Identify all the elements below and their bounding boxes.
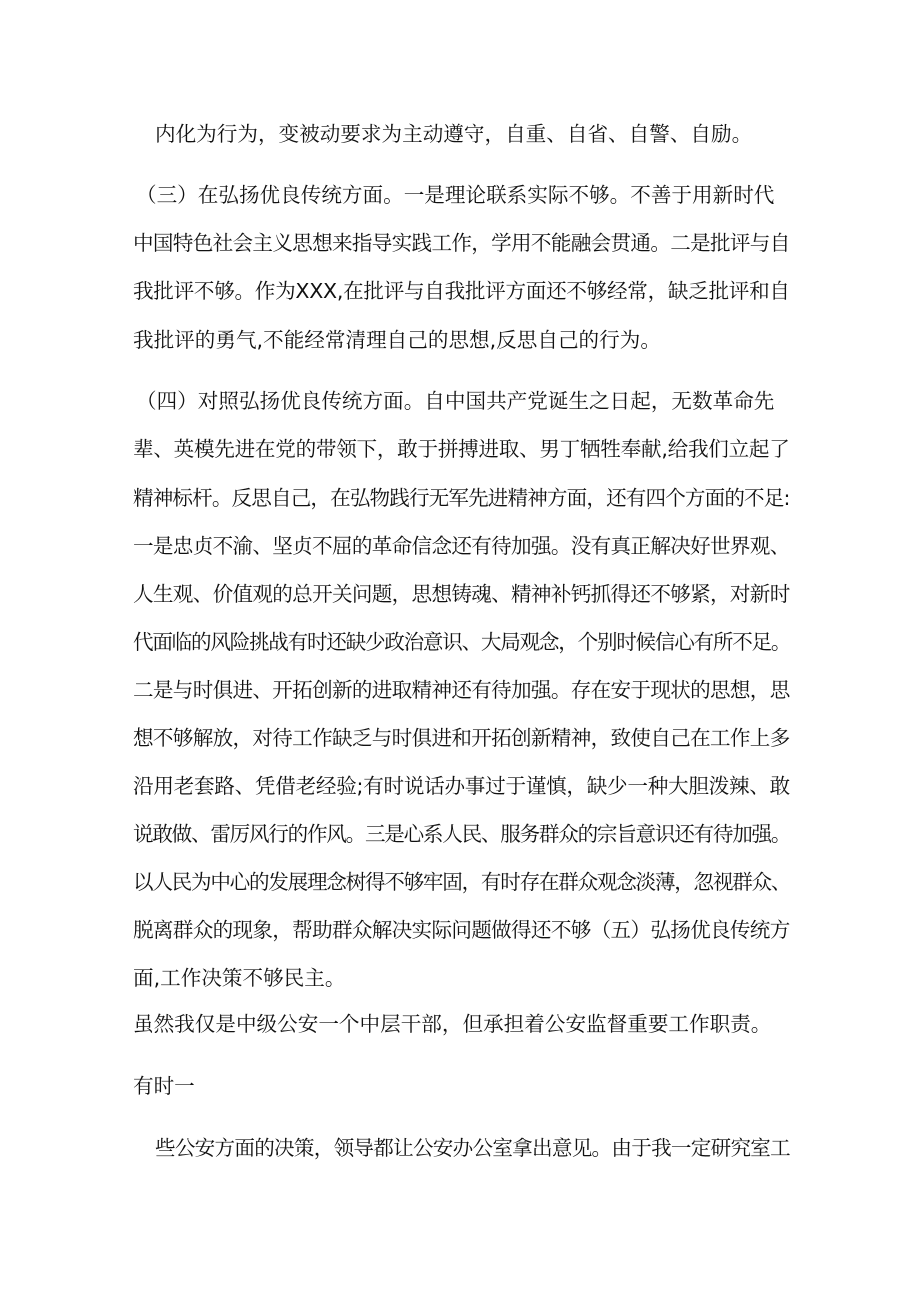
text-line: （三）在弘扬优良传统方面。一是理论联系实际不够。不善于用新时代: [136, 183, 775, 207]
text-line: 中国特色社会主义思想来指导实践工作，学用不能融会贯通。二是批评与自: [133, 231, 790, 255]
text-line: 有时一: [133, 1074, 195, 1098]
text-line: 虽然我仅是中级公安一个中层干部，但承担着公安监督重要工作职责。: [133, 1012, 772, 1036]
text-line: 些公安方面的决策，领导都让公安办公室拿出意见。由于我一定研究室工: [155, 1136, 790, 1160]
text-line: 想不够解放，对待工作缺乏与时俱进和开拓创新精神，致使自己在工作上多: [133, 726, 790, 750]
text-line: 面,工作决策不够民主。: [133, 966, 346, 990]
text-line: 内化为行为，变被动要求为主动遵守，自重、自省、自警、自励。: [155, 122, 753, 146]
text-line: 辈、英模先进在党的带领下，敢于拼搏进取、男丁牺牲奉献,给我们立起了: [133, 437, 790, 461]
text-line: 一是忠贞不渝、坚贞不屈的革命信念还有待加强。没有真正解决好世界观、: [133, 534, 790, 558]
text-line: 精神标杆。反思自己，在弘物践行无军先进精神方面，还有四个方面的不足:: [133, 486, 790, 510]
text-line: 我批评的勇气,不能经常清理自己的思想,反思自己的行为。: [133, 328, 661, 352]
text-line: 以人民为中心的发展理念树得不够牢固，有时存在群众观念淡薄，忽视群众、: [133, 870, 791, 894]
text-line: （四）对照弘扬优良传统方面。自中国共产党诞生之日起，无数革命先: [136, 389, 775, 413]
text-line: 我批评不够。作为XXX,在批评与自我批评方面还不够经常，缺乏批评和自: [133, 279, 790, 303]
text-line: 二是与时俱进、开拓创新的进取精神还有待加强。存在安于现状的思想，思: [133, 678, 790, 702]
text-line: 沿用老套路、凭借老经验;有时说话办事过于谨慎，缺少一种大胆泼辣、敢: [133, 774, 790, 798]
text-line: 说敢做、雷厉风行的作风。三是心系人民、服务群众的宗旨意识还有待加强。: [133, 822, 791, 846]
text-line: 人生观、价值观的总开关问题，思想铸魂、精神补钙抓得还不够紧，对新时: [133, 582, 790, 606]
text-line: 代面临的风险挑战有时还缺少政治意识、大局观念，个别时候信心有所不足。: [133, 630, 791, 654]
text-line: 脱离群众的现象，帮助群众解决实际问题做得还不够（五）弘扬优良传统方: [133, 918, 790, 942]
